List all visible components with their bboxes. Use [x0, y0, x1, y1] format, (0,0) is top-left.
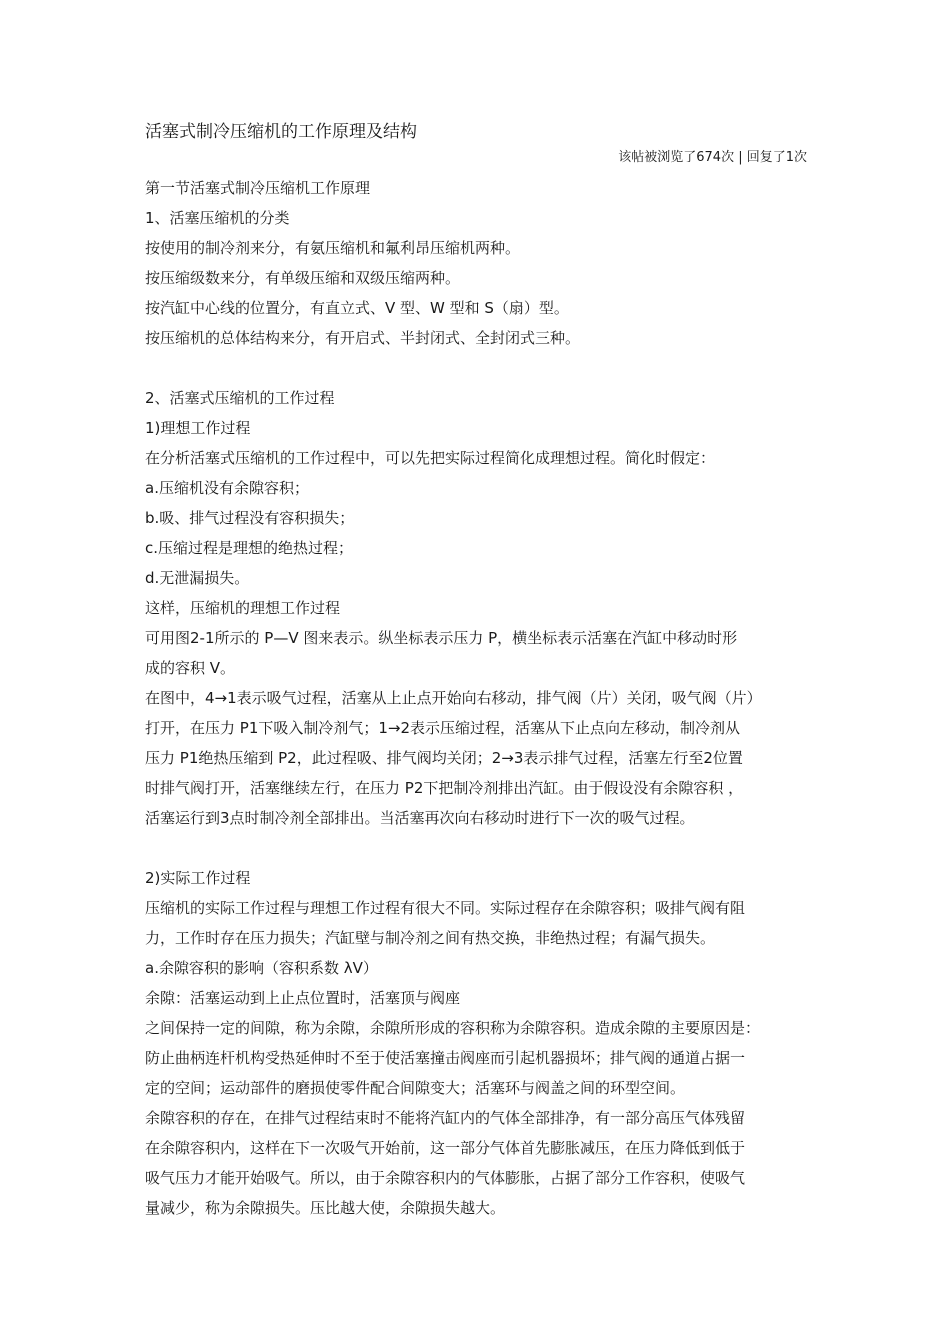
text-line: 可用图2-1所示的 P—V 图来表示。纵坐标表示压力 P，横坐标表示活塞在汽缸中移动时形: [145, 629, 738, 647]
text-line: 压力 P1绝热压缩到 P2，此过程吸、排气阀均关闭；2→3表示排气过程，活塞左行至2位置: [145, 749, 743, 767]
text-line: 在余隙容积内，这样在下一次吸气开始前，这一部分气体首先膨胀减压，在压力降低到低于: [145, 1139, 746, 1157]
text-line: 这样，压缩机的理想工作过程: [145, 599, 341, 617]
text-line: 成的容积 V。: [145, 659, 236, 677]
text-line: 防止曲柄连杆机构受热延伸时不至于使活塞撞击阀座而引起机器损坏；排气阀的通道占据一: [145, 1049, 746, 1067]
text-line: 定的空间；运动部件的磨损使零件配合间隙变大；活塞环与阀盖之间的环型空间。: [145, 1079, 686, 1097]
text-line: 力，工作时存在压力损失；汽缸壁与制冷剂之间有热交换，非绝热过程；有漏气损失。: [145, 929, 716, 947]
subsection-heading: 1、活塞压缩机的分类: [145, 209, 290, 227]
text-line: b.吸、排气过程没有容积损失；: [145, 509, 355, 527]
text-line: d.无泄漏损失。: [145, 569, 250, 587]
text-line: 量减少，称为余隙损失。压比越大使，余隙损失越大。: [145, 1199, 506, 1217]
text-line: a.压缩机没有余隙容积；: [145, 479, 309, 497]
text-line: 余隙容积的存在，在排气过程结束时不能将汽缸内的气体全部排净，有一部分高压气体残留: [145, 1109, 746, 1127]
section-heading: 第一节活塞式制冷压缩机工作原理: [145, 179, 371, 197]
text-line: 按压缩级数来分，有单级压缩和双级压缩两种。: [145, 269, 461, 287]
text-line: 在分析活塞式压缩机的工作过程中，可以先把实际过程简化成理想过程。简化时假定：: [145, 449, 716, 467]
text-line: 按汽缸中心线的位置分，有直立式、V 型、W 型和 S（扇）型。: [145, 299, 569, 317]
text-line: 时排气阀打开，活塞继续左行，在压力 P2下把制冷剂排出汽缸。由于假设没有余隙容积 ，: [145, 779, 744, 797]
text-line: c.压缩过程是理想的绝热过程；: [145, 539, 354, 557]
text-line: 按使用的制冷剂来分，有氨压缩机和氟利昂压缩机两种。: [145, 239, 521, 257]
text-line: 之间保持一定的间隙，称为余隙，余隙所形成的容积称为余隙容积。造成余隙的主要原因是：: [145, 1019, 761, 1037]
text-line: 余隙：活塞运动到上止点位置时，活塞顶与阀座: [145, 989, 461, 1007]
document-title: 活塞式制冷压缩机的工作原理及结构: [145, 122, 417, 142]
text-line: 活塞运行到3点时制冷剂全部排出。当活塞再次向右移动时进行下一次的吸气过程。: [145, 809, 695, 827]
text-line: 打开，在压力 P1下吸入制冷剂气；1→2表示压缩过程，活塞从下止点向左移动，制冷剂从: [145, 719, 741, 737]
text-line: a.余隙容积的影响（容积系数 λV）: [145, 959, 378, 977]
text-line: 按压缩机的总体结构来分，有开启式、半封闭式、全封闭式三种。: [145, 329, 581, 347]
subsection-heading: 2、活塞式压缩机的工作过程: [145, 389, 335, 407]
text-line: 压缩机的实际工作过程与理想工作过程有很大不同。实际过程存在余隙容积；吸排气阀有阻: [145, 899, 746, 917]
subsection-heading: 1)理想工作过程: [145, 419, 251, 437]
text-line: 吸气压力才能开始吸气。所以，由于余隙容积内的气体膨胀，占据了部分工作容积，使吸气: [145, 1169, 746, 1187]
view-reply-count: 该帖被浏览了674次 | 回复了1次: [618, 150, 807, 165]
subsection-heading: 2)实际工作过程: [145, 869, 251, 887]
text-line: 在图中，4→1表示吸气过程，活塞从上止点开始向右移动，排气阀（片）关闭，吸气阀（片）: [145, 689, 762, 707]
